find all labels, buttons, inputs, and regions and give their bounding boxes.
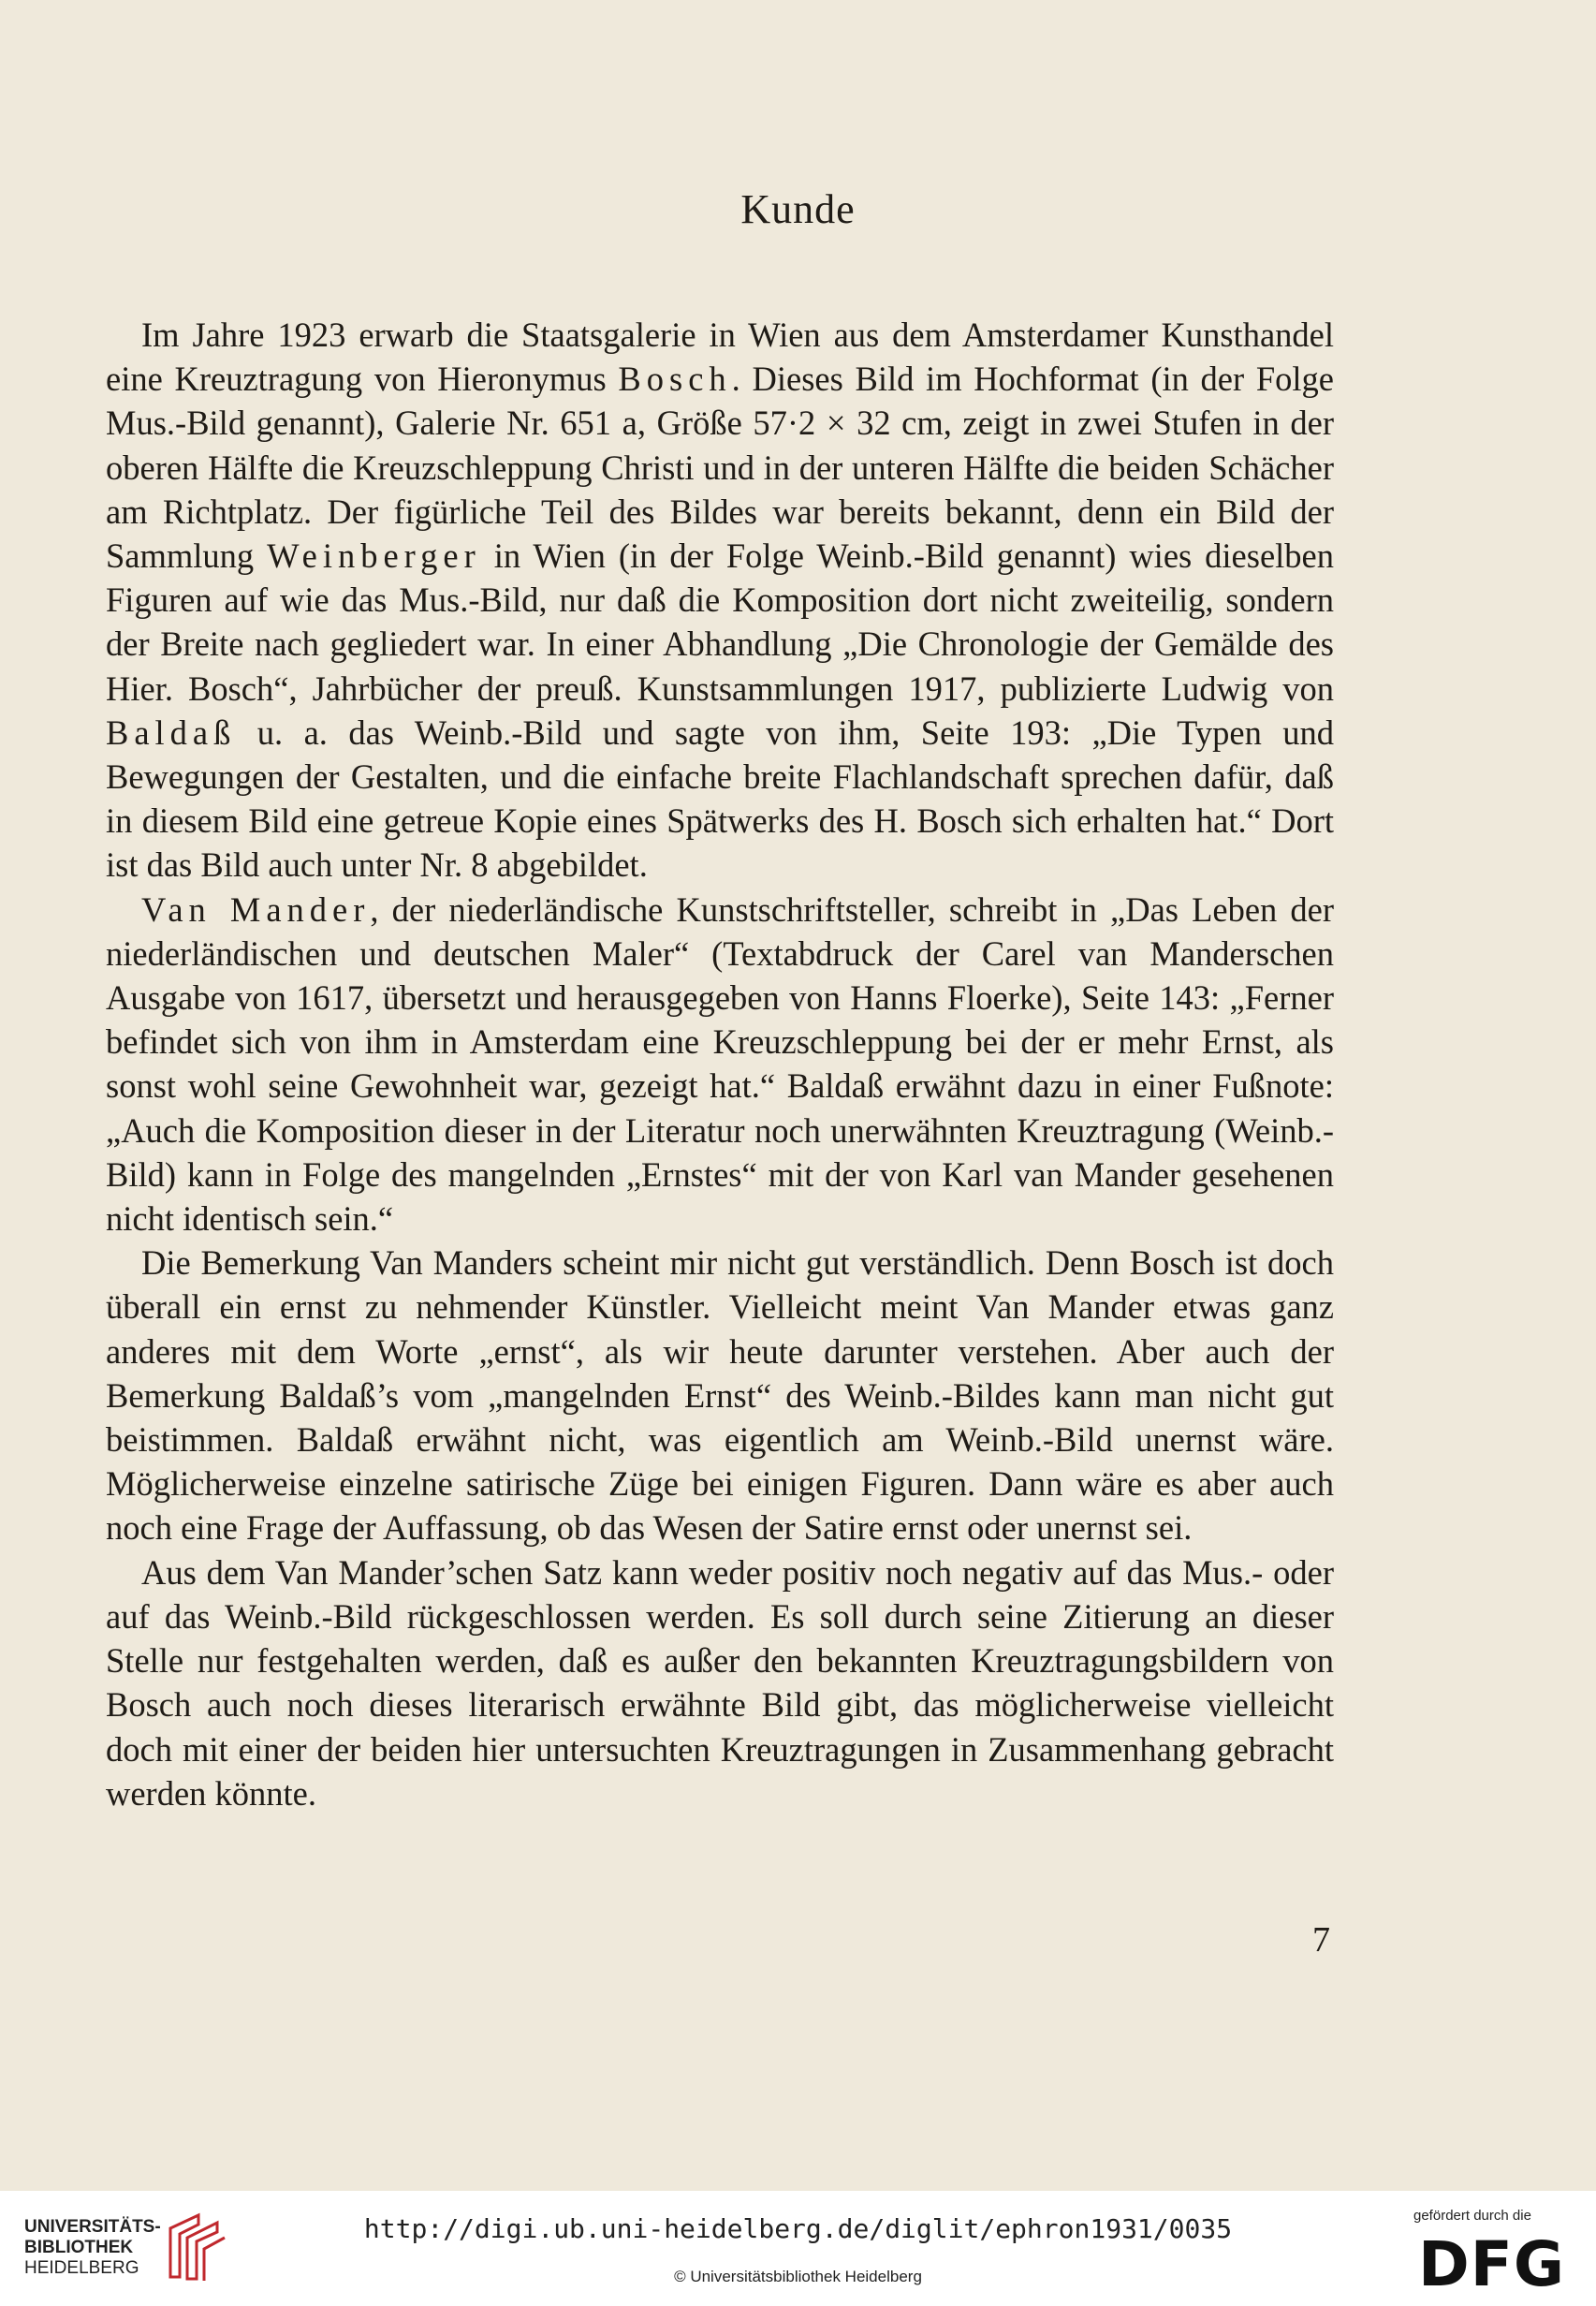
page-number: 7 — [1312, 1920, 1330, 1960]
copyright-notice: © Universitätsbibliothek Heidelberg — [674, 2268, 922, 2285]
text-run: , der niederländische Kunstschriftsteller, schreibt in „Das Leben der niederländischen und deutschen Maler“ (Textabdruck der Carel van Manderschen Ausgabe von 1617, übersetzt und herausgegeben von Hanns Floerke), Seite 143: „Ferner befindet sich von ihm in Amsterdam eine Kreuzschleppung bei der er mehr Ernst, als sonst wohl seine Gewohnheit war, gezeigt hat.“ Baldaß erwähnt dazu in einer Fußnote: „Auch die Komposition dieser in der Literatur noch unerwähnten Kreuztragung (Weinb.-Bild) kann in Folge des mangelnden „Ernstes“ mit der von Karl van Mander gesehenen nicht identisch sein.“ — [106, 889, 1334, 1239]
paragraph — [106, 1550, 1334, 1815]
footer-bar — [0, 2191, 1596, 2306]
spaced-name: Bosch — [618, 360, 732, 399]
sponsor-caption: gefördert durch die — [1413, 2208, 1531, 2224]
paragraph — [106, 1241, 1334, 1550]
library-name-line3: HEIDELBERG — [24, 2258, 139, 2278]
dfg-logo[interactable]: DFG — [1418, 2228, 1566, 2300]
spaced-name: Weinberger — [267, 536, 481, 576]
spaced-name: Van Mander — [141, 889, 371, 929]
text-run: Die Bemerkung Van Manders scheint mir nicht gut verständlich. Denn Bosch ist doch überall ein ernst zu nehmender Künstler. Vielleicht meint Van Mander etwas ganz anderes mit dem Worte „ernst“, als wir heute darunter verstehen. Aber auch der Bemerkung Baldaß’s vom „mangelnden Ernst“ des Weinb.-Bildes kann man nicht gut beistimmen. Baldaß erwähnt nicht, was eigentlich am Weinb.-Bild unernst wäre. Möglicherweise einzelne satirische Züge bei einigen Figuren. Dann wäre es aber auch noch eine Frage der Auffassung, ob das Wesen der Satire ernst oder unernst sei. — [106, 1243, 1334, 1548]
paragraph — [106, 888, 1334, 1241]
paragraph — [106, 313, 1334, 888]
spaced-name: Baldaß — [106, 712, 237, 752]
text-run: . Dieses Bild im Hochformat (in der Folge Mus.-Bild genannt), Galerie Nr. 651 a, Größe 57·2 × 32 cm, zeigt in zwei Stufen in der oberen Hälfte die Kreuzschleppung Christi und in der unteren Hälfte die beiden Schächer am Richtplatz. Der figürliche Teil des Bildes war bereits bekannt, denn ein Bild der Sammlung — [106, 360, 1334, 576]
page-title: Kunde — [740, 186, 856, 232]
body-text — [106, 313, 1334, 1815]
text-run: Aus dem Van Mander’schen Satz kann weder positiv noch negativ auf das Mus.- oder auf das Weinb.-Bild rückgeschlossen werden. Es soll durch seine Zitierung an dieser Stelle nur festgehalten werden, daß es außer den bekannten Kreuztragungsbildern von Bosch auch noch dieses literarisch erwähnte Bild gibt, das möglicherweise vielleicht doch mit einer der beiden hier untersuchten Kreuztragungen in Zusammenhang gebracht werden könnte. — [106, 1552, 1334, 1813]
document-url-link[interactable]: http://digi.ub.uni-heidelberg.de/diglit/ephron1931/0035 — [363, 2213, 1233, 2244]
library-name-line2: BIBLIOTHEK — [24, 2238, 134, 2257]
library-name-line1: UNIVERSITÄTS- — [24, 2217, 161, 2237]
text-run: u. a. das Weinb.-Bild und sagte von ihm, Seite 193: „Die Typen und Bewegungen der Gestalten, und die einfache breite Flachlandschaft sprechen dafür, daß in diesem Bild eine getreue Kopie eines Spätwerks des H. Bosch sich erhalten hat.“ Dort ist das Bild auch unter Nr. 8 abgebildet. — [106, 712, 1334, 885]
text-run: Im Jahre 1923 erwarb die Staatsgalerie in Wien aus dem Amsterdamer Kunsthandel eine Kreuztragung von Hieronymus — [106, 316, 1334, 399]
text-run: in Wien (in der Folge Weinb.-Bild genannt) wies dieselben Figuren auf wie das Mus.-Bild, nur daß die Komposition dort nicht zweiteilig, sondern der Breite nach gegliedert war. In einer Abhandlung „Die Chronologie der Gemälde des Hier. Bosch“, Jahrbücher der preuß. Kunstsammlungen 1917, publizierte Ludwig von — [106, 536, 1334, 708]
